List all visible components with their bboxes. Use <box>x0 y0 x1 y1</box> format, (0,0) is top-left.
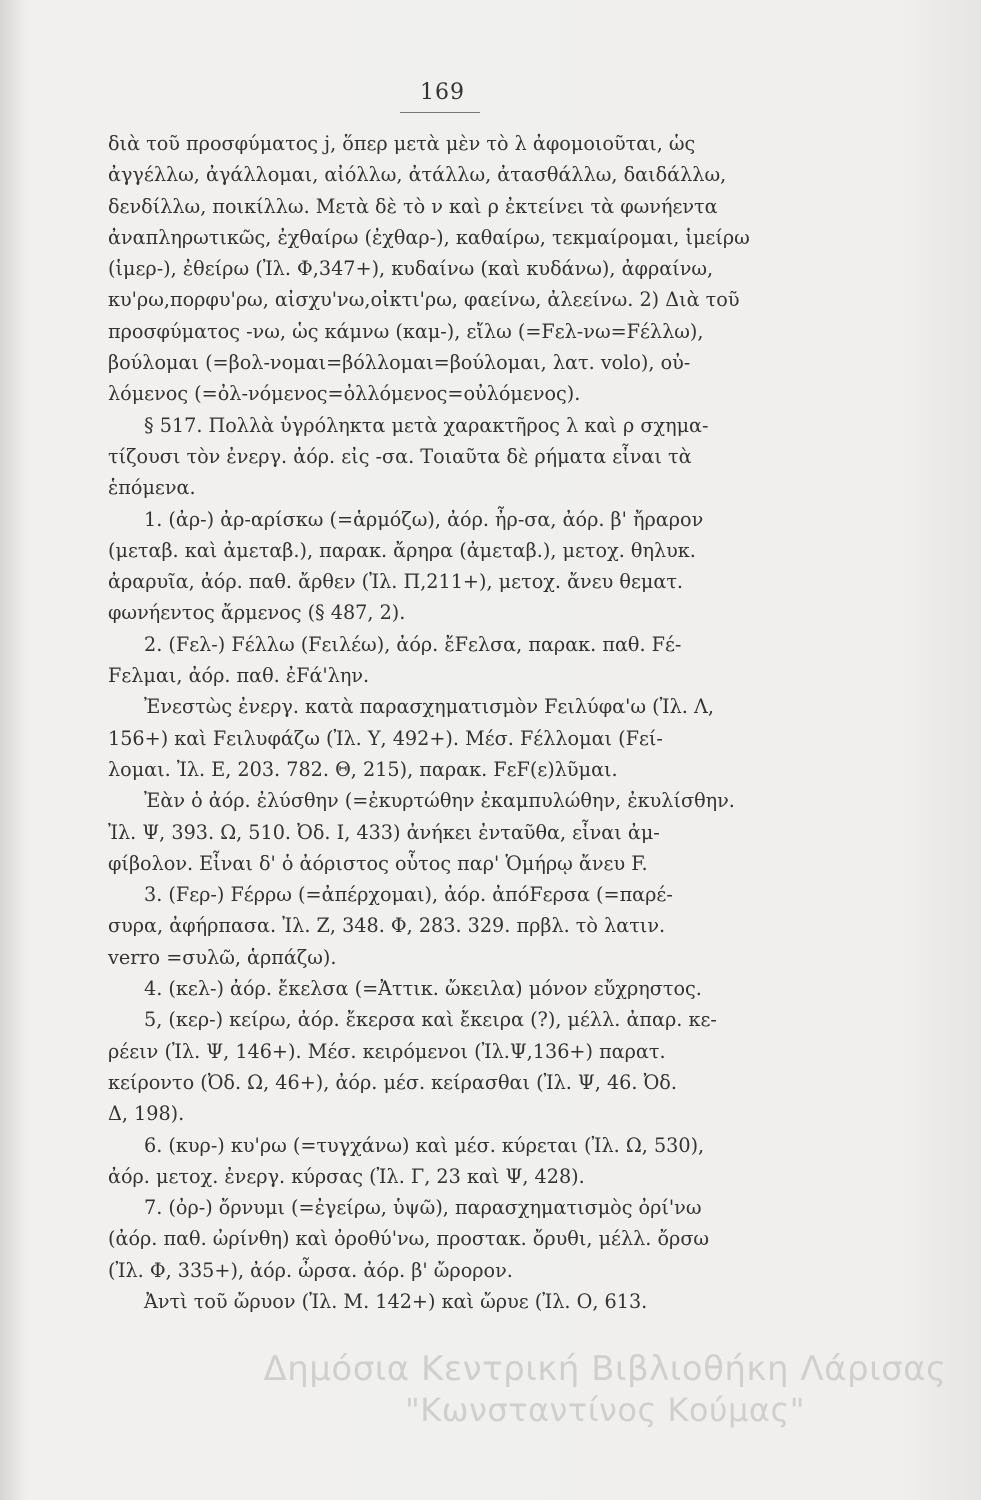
text-line: δενδίλλω, ποικίλλω. Μετὰ δὲ τὸ ν καὶ ρ ἐκτείνει τὰ φωνήεντα <box>108 194 718 218</box>
text-line: φωνήεντος ἄρμενος (§ 487, 2). <box>108 601 406 625</box>
text-line: (ἀόρ. παθ. ὠρίνθη) καὶ ὀροθύ'νω, προστακ. ὄρυθι, μέλλ. ὄρσω <box>108 1227 710 1251</box>
text-line: Ἰλ. Ψ, 393. Ω, 510. Ὀδ. Ι, 433) ἀνήκει ἐνταῦθα, εἶναι ἀμ- <box>108 820 660 844</box>
text-line: βούλομαι (=βολ-νομαι=βόλλομαι=βούλομαι, λατ. volo), οὐ- <box>108 351 691 375</box>
page-number: 169 <box>420 80 465 105</box>
text-line: (Ἰλ. Φ, 335+), ἀόρ. ὦρσα. ἀόρ. β' ὤρορον. <box>108 1258 513 1282</box>
text-line: verro =συλῶ, ἁρπάζω). <box>108 945 337 969</box>
text-line: συρα, ἀφήρπασα. Ἰλ. Ζ, 348. Φ, 283. 329. πρβλ. τὸ λατιν. <box>108 914 666 938</box>
text-line: φίβολον. Εἶναι δ' ὁ ἀόριστος οὗτος παρ' Ὁμήρῳ ἄνευ F. <box>108 851 648 875</box>
text-line: 2. (Fελ-) Fέλλω (Fειλέω), ἀόρ. ἔFελσα, παρακ. παθ. Fέ- <box>144 632 682 656</box>
text-line: 3. (Fερ-) Fέρρω (=ἀπέρχομαι), ἀόρ. ἀπόFερσα (=παρέ- <box>144 883 673 907</box>
text-line: ἀραρυῖα, ἀόρ. παθ. ἄρθεν (Ἰλ. Π,211+), μετοχ. ἄνευ θεματ. <box>108 570 684 594</box>
text-line: προσφύματος -νω, ὡς κάμνω (καμ-), εἴλω (=Fελ-νω=Fέλλω), <box>108 319 704 343</box>
text-line: κυ'ρω,πορφυ'ρω, αἰσχυ'νω,οἰκτι'ρω, φαείνω, ἀλεείνω. 2) Διὰ τοῦ <box>108 288 740 312</box>
text-line: 1. (ἀρ-) ἀρ-αρίσκω (=ἁρμόζω), ἀόρ. ἦρ-σα, ἀόρ. β' ἤραρον <box>144 507 704 531</box>
text-line: ρέειν (Ἰλ. Ψ, 146+). Μέσ. κειρόμενοι (Ἰλ.Ψ,136+) παρατ. <box>108 1039 666 1063</box>
text-line: κείροντο (Ὀδ. Ω, 46+), ἀόρ. μέσ. κείρασθαι (Ἰλ. Ψ, 46. Ὀδ. <box>108 1070 677 1094</box>
text-line: Ἀντὶ τοῦ ὤρυον (Ἰλ. Μ. 142+) καὶ ὤρυε (Ἰλ. Ο, 613. <box>144 1289 648 1313</box>
text-line: 156+) καὶ Fειλυφάζω (Ἰλ. Υ, 492+). Μέσ. Fέλλομαι (Fεί- <box>108 726 663 750</box>
text-line: ἀναπληρωτικῶς, ἐχθαίρω (ἐχθαρ-), καθαίρω, τεκμαίρομαι, ἱμείρω <box>108 225 750 249</box>
text-line: (μεταβ. καὶ ἀμεταβ.), παρακ. ἄρηρα (ἀμεταβ.), μετοχ. θηλυκ. <box>108 538 696 562</box>
text-line: λομαι. Ἰλ. Ε, 203. 782. Θ, 215), παρακ. FεF(ε)λῦμαι. <box>108 757 618 781</box>
text-line: ἀγγέλλω, ἀγάλλομαι, αἰόλλω, ἀτάλλω, ἀτασθάλλω, δαιδάλλω, <box>108 163 727 187</box>
text-line: Fελμαι, ἀόρ. παθ. ἐFά'λην. <box>108 664 370 688</box>
text-line: 5, (κερ-) κείρω, ἀόρ. ἔκερσα καὶ ἔκειρα (?), μέλλ. ἀπαρ. κε- <box>144 1008 717 1032</box>
text-line: τίζουσι τὸν ἐνεργ. ἀόρ. εἰς -σα. Τοιαῦτα δὲ ρήματα εἶναι τὰ <box>108 444 692 468</box>
header-rule <box>400 112 480 113</box>
page-fold-shadow <box>0 0 22 1500</box>
text-line: 4. (κελ-) ἀόρ. ἔκελσα (=Ἀττικ. ὤκειλα) μόνον εὔχρηστος. <box>144 977 702 1001</box>
text-line: λόμενος (=ὀλ-νόμενος=ὀλλόμενος=οὐλόμενος). <box>108 382 581 406</box>
body-text <box>108 128 883 1317</box>
library-watermark <box>225 1348 981 1430</box>
watermark-line: Δημόσια Κεντρική Βιβλιοθήκη Λάρισας <box>263 1349 947 1389</box>
watermark-line: "Κωνσταντίνος Κούμας" <box>405 1391 805 1429</box>
text-line: ἑπόμενα. <box>108 476 196 500</box>
text-line: Δ, 198). <box>108 1102 185 1126</box>
text-line: 7. (ὀρ-) ὄρνυμι (=ἐγείρω, ὑψῶ), παρασχηματισμὸς ὀρί'νω <box>144 1196 702 1220</box>
text-line: διὰ τοῦ προσφύματος j, ὅπερ μετὰ μὲν τὸ λ ἀφομοιοῦται, ὡς <box>108 132 696 155</box>
text-line: ἀόρ. μετοχ. ἐνεργ. κύρσας (Ἰλ. Γ, 23 καὶ Ψ, 428). <box>108 1164 585 1188</box>
section-heading: § 517. Πολλὰ ὑγρόληκτα μετὰ χαρακτῆρος λ καὶ ρ σχημα- <box>144 413 709 437</box>
text-line: Ἐὰν ὁ ἀόρ. ἐλύσθην (=ἐκυρτώθην ἐκαμπυλώθην, ἐκυλίσθην. <box>144 789 735 813</box>
text-line: 6. (κυρ-) κυ'ρω (=τυγχάνω) καὶ μέσ. κύρεται (Ἰλ. Ω, 530), <box>144 1133 705 1157</box>
text-line: Ἐνεστὼς ἐνεργ. κατὰ παρασχηματισμὸν Fειλύφα'ω (Ἰλ. Λ, <box>144 695 714 719</box>
text-line: (ἱμερ-), ἐθείρω (Ἰλ. Φ,347+), κυδαίνω (καὶ κυδάνω), ἀφραίνω, <box>108 257 714 281</box>
